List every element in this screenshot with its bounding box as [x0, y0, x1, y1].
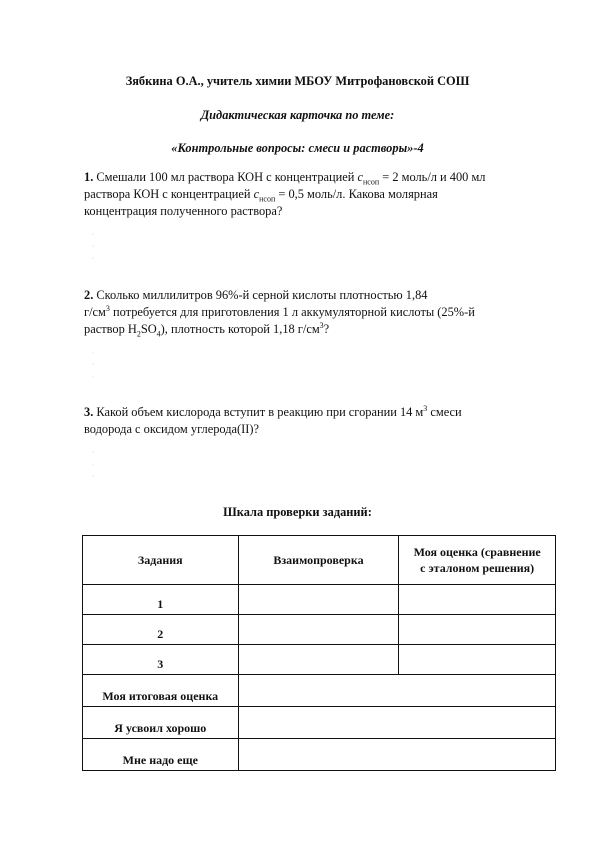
scale-title: Шкала проверки заданий: — [223, 505, 372, 519]
need-more-cell[interactable] — [238, 739, 555, 771]
card-topic: «Контрольные вопросы: смеси и растворы»-4 — [171, 141, 424, 155]
self-grade-cell[interactable] — [399, 645, 556, 675]
table-row — [83, 675, 556, 707]
header-self-grade: Моя оценка (сравнение с эталоном решения) — [399, 536, 556, 585]
assessment-table — [82, 535, 556, 771]
table-header-row — [83, 536, 556, 585]
question-2-line-2: $г/см^3$ потребуется для приготовления 1 л аккумуляторной кислоты (25%-й — [84, 303, 475, 319]
table-row — [83, 645, 556, 675]
self-grade-cell[interactable] — [399, 615, 556, 645]
answer-space-marker: · — [92, 244, 94, 250]
peer-check-cell[interactable] — [238, 615, 399, 645]
question-1-line-1: 1. Смешали 100 мл раствора КОН с концентрацией $c_{нсоп} = 2$ моль/л и 400 мл — [84, 170, 486, 187]
question-1-line-3: концентрация полученного раствора? — [84, 204, 283, 218]
table-row — [83, 707, 556, 739]
answer-space-marker: · — [92, 350, 94, 356]
question-3-number: 3. — [84, 405, 94, 419]
answer-space-marker: · — [92, 474, 94, 480]
table-row — [83, 585, 556, 615]
final-grade-label: Моя итоговая оценка — [83, 675, 239, 707]
question-2-line-1: 2. Сколько миллилитров 96%-й серной кислоты плотностью 1,84 — [84, 288, 428, 302]
task-number-cell: 3 — [83, 645, 239, 675]
header-tasks: Задания — [83, 536, 239, 585]
need-more-label: Мне надо еще — [83, 739, 239, 771]
header-peer-check: Взаимопроверка — [238, 536, 399, 585]
task-number-cell: 1 — [83, 585, 239, 615]
peer-check-cell[interactable] — [238, 585, 399, 615]
question-2-line-3: раствор $H_2SO_4$), плотность которой 1,18 $г/см^3$? — [84, 320, 330, 339]
table-row — [83, 615, 556, 645]
learned-well-label: Я усвоил хорошо — [83, 707, 239, 739]
card-subtitle: Дидактическая карточка по теме: — [200, 108, 395, 122]
question-1-line-2: раствора КОН с концентрацией $c_{нсоп} = 0,5$ моль/л. Какова молярная — [84, 187, 438, 204]
answer-space-marker: · — [92, 256, 94, 262]
learned-well-cell[interactable] — [238, 707, 555, 739]
question-3-line-2: водорода с оксидом углерода(II)? — [84, 422, 260, 436]
peer-check-cell[interactable] — [238, 645, 399, 675]
final-grade-cell[interactable] — [238, 675, 555, 707]
answer-space-marker: · — [92, 232, 94, 238]
task-number-cell: 2 — [83, 615, 239, 645]
author-line: Зябкина О.А., учитель химии МБОУ Митрофановской СОШ — [125, 74, 470, 88]
answer-space-marker: · — [92, 374, 94, 380]
question-2-number: 2. — [84, 288, 94, 302]
question-3-line-1: 3. Какой объем кислорода вступит в реакцию при сгорании 14 $м^3$ смеси — [84, 403, 462, 419]
answer-space-marker: · — [92, 362, 94, 368]
answer-space-marker: · — [92, 462, 94, 468]
question-1-number: 1. — [84, 170, 94, 184]
table-row — [83, 739, 556, 771]
self-grade-cell[interactable] — [399, 585, 556, 615]
answer-space-marker: · — [92, 450, 94, 456]
